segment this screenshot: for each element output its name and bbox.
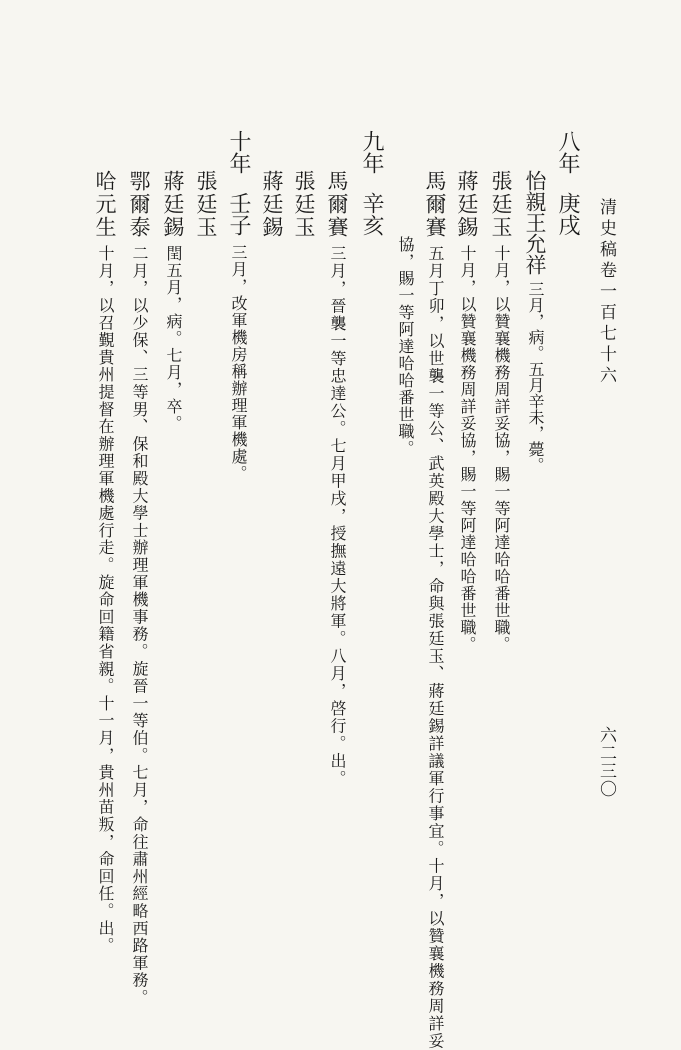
- ganzhi-label: 壬子: [226, 192, 251, 236]
- entry-text: 五月丁卯，以世襲一等公、武英殿大學士，命與張廷玉、蔣廷錫詳議軍行事宜。十月，以贊襄機務周詳妥: [426, 245, 445, 1050]
- official-name: 鄂爾泰: [127, 170, 151, 239]
- entry-column: [490, 170, 511, 653]
- year-heading: [227, 130, 249, 482]
- ganzhi-label: 庚戌: [555, 192, 580, 236]
- entry-text: 三月，改軍機房稱辦理軍機處。: [229, 244, 248, 482]
- official-name: 蔣廷錫: [455, 170, 479, 239]
- page-number: 六二三〇: [596, 726, 616, 798]
- year-label: 十年: [226, 130, 251, 174]
- year-heading: [360, 130, 382, 236]
- official-name: 張廷玉: [489, 170, 513, 239]
- entry-column: [424, 170, 445, 1050]
- official-name: 張廷玉: [292, 170, 316, 239]
- ganzhi-label: 辛亥: [359, 192, 384, 236]
- official-name: 蔣廷錫: [260, 170, 284, 239]
- official-name: 馬爾賽: [325, 170, 349, 239]
- official-name: 蔣廷錫: [161, 170, 185, 239]
- entry-text: 閏五月，病。七月，卒。: [164, 245, 183, 432]
- entry-text: 十月，以贊襄機務周詳妥協，賜一等阿達哈哈番世職。: [458, 245, 477, 653]
- entry-text: 三月，晉襲一等忠達公。七月甲戌，授撫遠大將軍。八月，啓行。出。: [328, 245, 347, 788]
- official-name: 馬爾賽: [423, 170, 447, 239]
- entry-column: [456, 170, 477, 653]
- entry-text: 十月，以贊襄機務周詳妥協，賜一等阿達哈哈番世職。: [492, 245, 511, 653]
- year-heading: [556, 130, 578, 236]
- entry-text: 三月，病。五月辛未，薨。: [526, 281, 545, 473]
- official-name: 怡親王允祥: [523, 170, 547, 275]
- entry-column: [162, 170, 183, 432]
- entry-continuation: 協，賜一等阿達哈哈番世職。: [396, 236, 415, 457]
- official-name: 哈元生: [93, 170, 117, 239]
- entry-column: [326, 170, 347, 788]
- entry-column: [524, 170, 545, 473]
- year-label: 九年: [359, 130, 384, 174]
- official-name: 張廷玉: [194, 170, 218, 239]
- book-title: 清史稿卷一百七十六: [596, 198, 616, 387]
- year-label: 八年: [555, 130, 580, 174]
- entry-column: [128, 170, 149, 1006]
- entry-column: [94, 170, 115, 954]
- entry-text: 二月，以少保、三等男、保和殿大學士辦理軍機事務。旋晉一等伯。七月，命往肅州經略西路軍務。: [130, 245, 149, 1007]
- entry-text: 十月，以召覲貴州提督在辦理軍機處行走。旋命回籍省親。十一月，貴州苗叛，命回任。出。: [96, 245, 115, 955]
